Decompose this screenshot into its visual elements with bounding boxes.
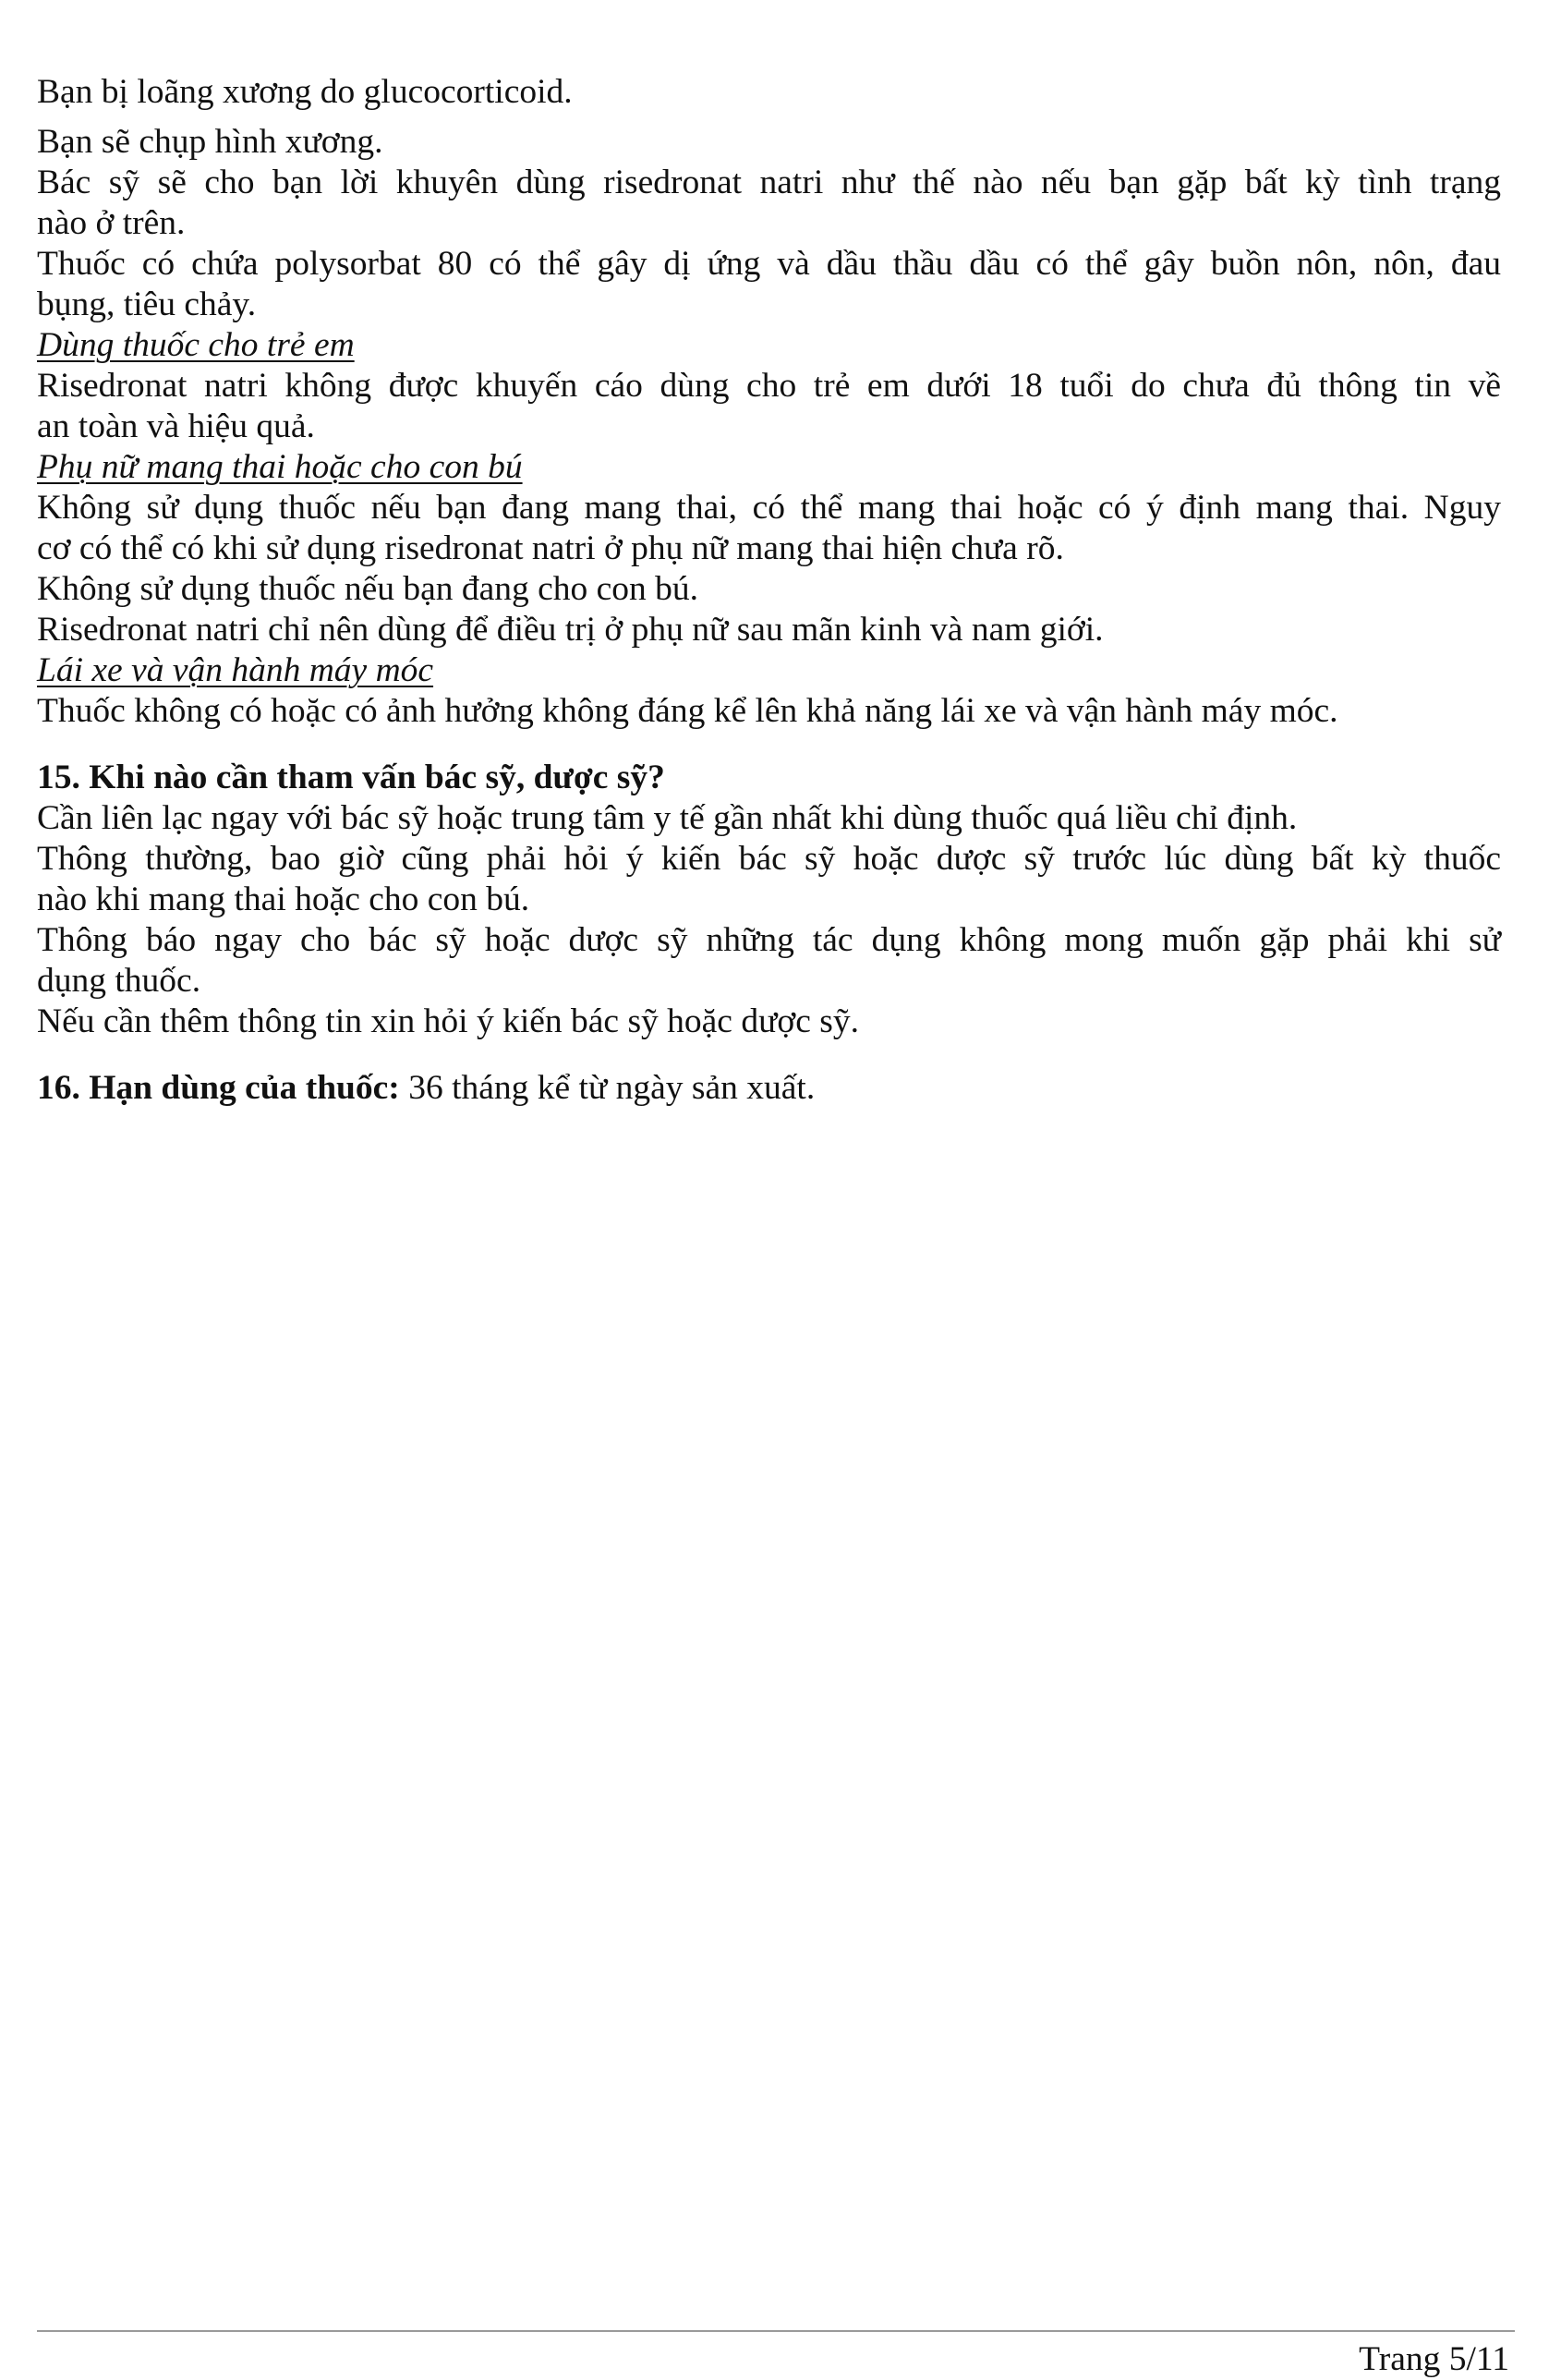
text-line: Bác sỹ sẽ cho bạn lời khuyên dùng risedronat natri như thế nào nếu bạn gặp bất kỳ tình trạng	[37, 164, 1501, 201]
document-body	[37, 72, 1501, 1109]
text-line: Bạn sẽ chụp hình xương.	[37, 123, 383, 161]
text-line: Không sử dụng thuốc nếu bạn đang cho con bú.	[37, 570, 699, 608]
footer-divider	[37, 2330, 1515, 2332]
text-line: Bạn bị loãng xương do glucocorticoid.	[37, 73, 573, 111]
text-line: cơ có thể có khi sử dụng risedronat natri ở phụ nữ mang thai hiện chưa rõ.	[37, 529, 1064, 567]
text-line: Thông thường, bao giờ cũng phải hỏi ý kiến bác sỹ hoặc dược sỹ trước lúc dùng bất kỳ thuốc	[37, 840, 1501, 878]
subheading-children: Dùng thuốc cho trẻ em	[37, 326, 355, 364]
text-line: Thông báo ngay cho bác sỹ hoặc dược sỹ những tác dụng không mong muốn gặp phải khi sử	[37, 921, 1501, 959]
text-line: dụng thuốc.	[37, 962, 201, 1000]
section-16-text: 36 tháng kể từ ngày sản xuất.	[399, 1069, 816, 1107]
section-16-heading: 16. Hạn dùng của thuốc:	[37, 1069, 400, 1107]
page-number: Trang 5/11	[1359, 2340, 1509, 2378]
text-line: Thuốc có chứa polysorbat 80 có thể gây dị ứng và dầu thầu dầu có thể gây buồn nôn, nôn, đau	[37, 245, 1501, 283]
text-line: nào khi mang thai hoặc cho con bú.	[37, 880, 530, 918]
text-line: bụng, tiêu chảy.	[37, 285, 257, 323]
text-line: Nếu cần thêm thông tin xin hỏi ý kiến bác sỹ hoặc dược sỹ.	[37, 1002, 859, 1040]
section-15-heading: 15. Khi nào cần tham vấn bác sỹ, dược sỹ?	[37, 759, 665, 796]
text-line: an toàn và hiệu quả.	[37, 407, 315, 445]
text-line: Cần liên lạc ngay với bác sỹ hoặc trung tâm y tế gần nhất khi dùng thuốc quá liều chỉ định.	[37, 799, 1298, 837]
text-line: Risedronat natri không được khuyến cáo dùng cho trẻ em dưới 18 tuổi do chưa đủ thông tin về	[37, 367, 1501, 405]
subheading-driving: Lái xe và vận hành máy móc	[37, 651, 434, 689]
text-line: Không sử dụng thuốc nếu bạn đang mang thai, có thể mang thai hoặc có ý định mang thai. Nguy	[37, 489, 1501, 527]
section-16	[37, 1068, 1501, 1109]
text-line: nào ở trên.	[37, 204, 186, 242]
text-line: Risedronat natri chỉ nên dùng để điều trị ở phụ nữ sau mãn kinh và nam giới.	[37, 611, 1104, 649]
text-line: Thuốc không có hoặc có ảnh hưởng không đáng kể lên khả năng lái xe và vận hành máy móc.	[37, 692, 1338, 730]
subheading-pregnancy: Phụ nữ mang thai hoặc cho con bú	[37, 448, 523, 486]
